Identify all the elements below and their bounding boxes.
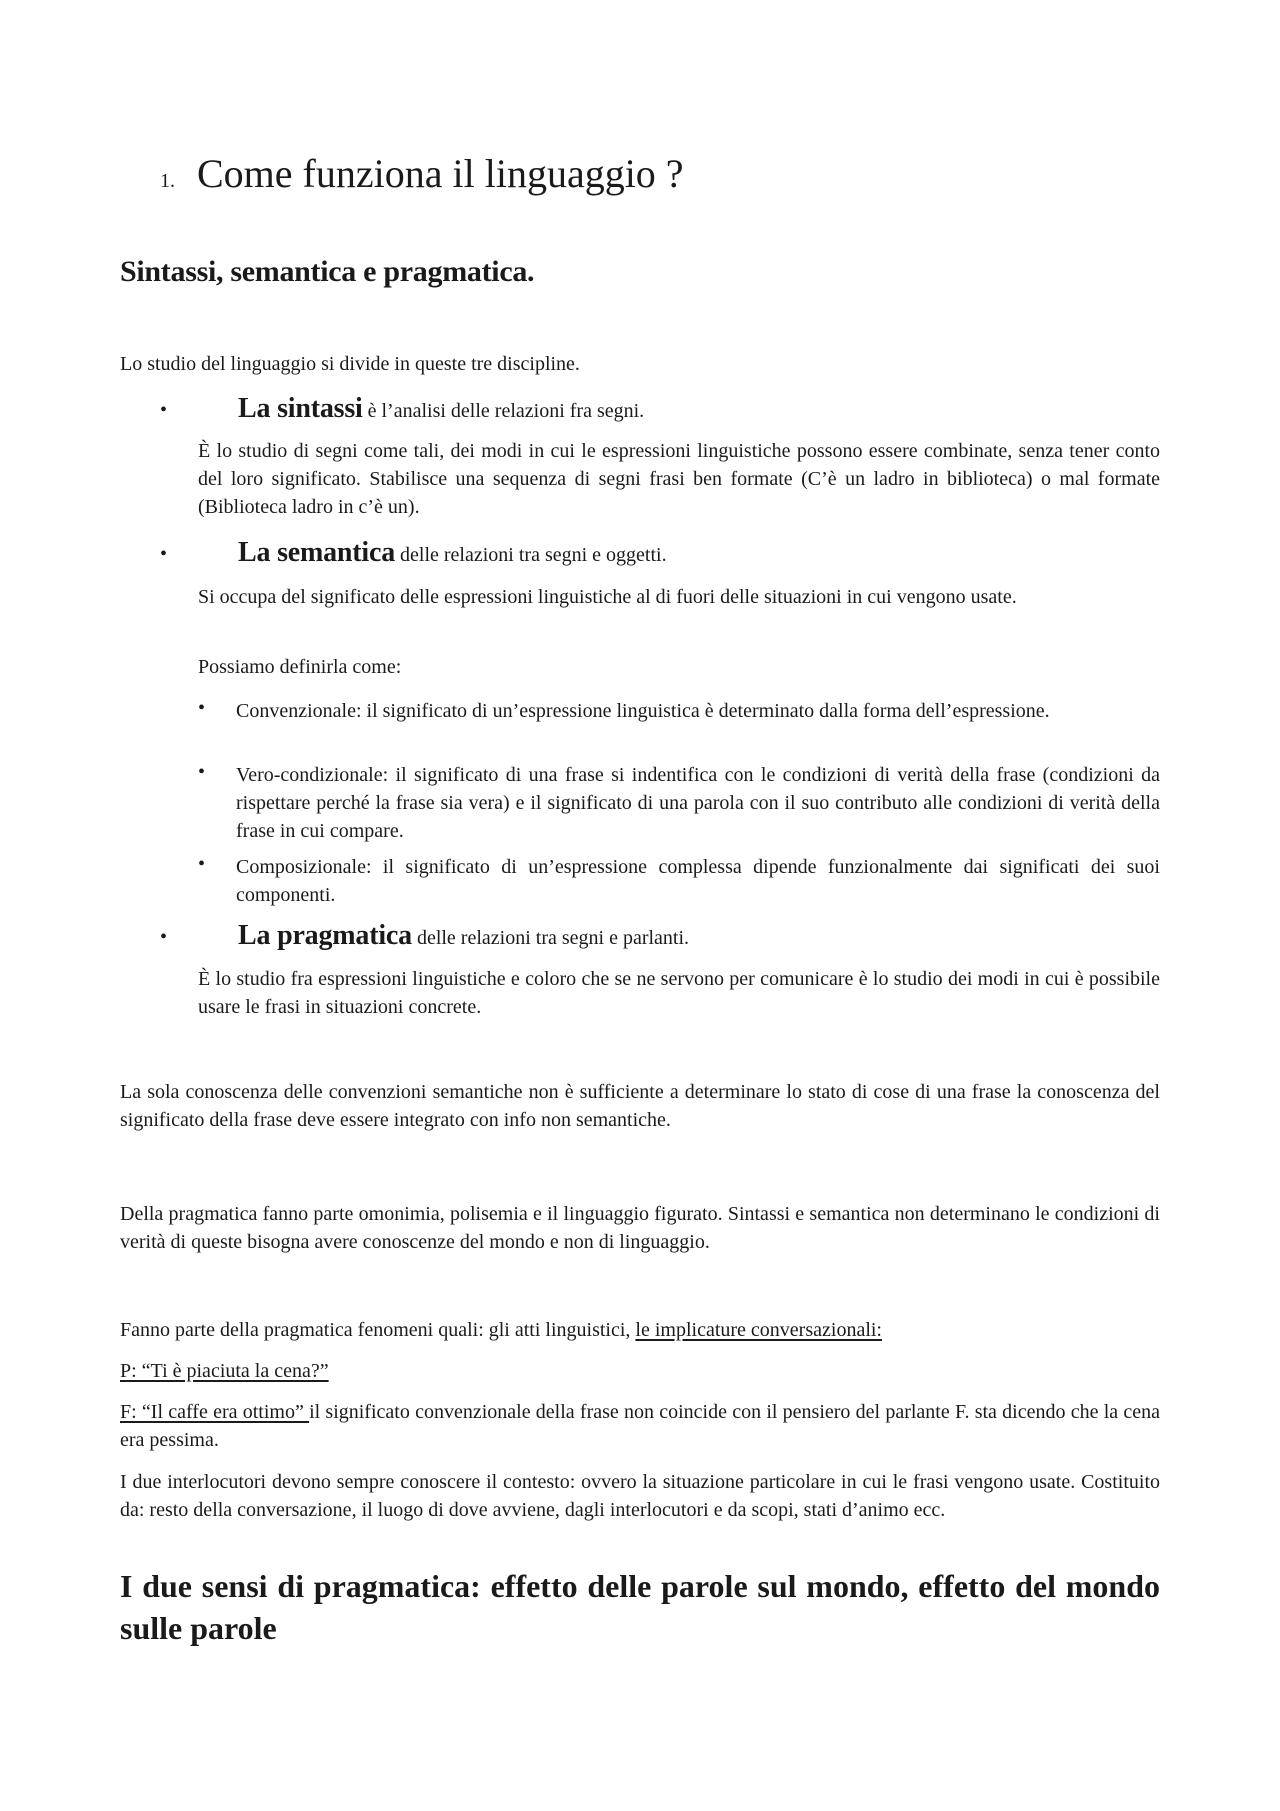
implicatures-lead: Fanno parte della pragmatica fenomeni quali: gli atti linguistici, — [120, 1319, 636, 1341]
term-semantica: La semantica — [238, 537, 396, 568]
section-number: 1. — [160, 170, 175, 192]
heading-two-senses: I due sensi di pragmatica: effetto delle parole sul mondo, effetto del mondo sulle parole — [120, 1568, 1160, 1646]
section-title: Come funziona il linguaggio ? — [197, 151, 684, 196]
bullet-dot: • — [160, 543, 168, 565]
subtitle: Sintassi, semantica e pragmatica. — [120, 255, 535, 288]
sintassi-body: È lo studio di segni come tali, dei modi in cui le espressioni linguistiche possono essere combinate, senza tener conto del loro significato. Stabilisce una sequenza di segni frasi ben formate (C’è un ladro in biblioteca) o mal formate (Biblioteca ladro in c’è un). — [198, 440, 1160, 518]
sub-bullet-dot: • — [198, 697, 206, 719]
semantica-item-text: Composizionale: il significato di un’espressione complessa dipende funzionalmente dai significati dei suoi componenti. — [236, 856, 1160, 906]
semantica-define: Possiamo definirla come: — [198, 656, 402, 678]
example-answer — [120, 1398, 1160, 1454]
example-question — [120, 1357, 1160, 1385]
paragraph-pragmatics-scope: Della pragmatica fanno parte omonimia, polisemia e il linguaggio figurato. Sintassi e semantica non determinano le condizioni di verità di queste bisogna avere conoscenze del mondo e non di linguaggio. — [120, 1203, 1160, 1253]
semantica-item-text: Convenzionale: il significato di un’espressione linguistica è determinato dalla forma dell’espressione. — [236, 700, 1050, 722]
example-question-text: P: “Ti è piaciuta la cena?” — [120, 1360, 329, 1382]
semantica-item-text: Vero-condizionale: il significato di una frase si indentifica con le condizioni di verità della frase (condizioni da rispettare perché la frase sia vera) e il significato di una parola con il suo contributo alle condizioni di verità della frase in cui compare. — [236, 764, 1160, 842]
term-pragmatica: La pragmatica — [238, 920, 412, 951]
pragmatica-body: È lo studio fra espressioni linguistiche e coloro che se ne servono per comunicare è lo studio dei modi in cui è possibile usare le frasi in situazioni concrete. — [198, 968, 1160, 1018]
semantica-body: Si occupa del significato delle espressioni linguistiche al di fuori delle situazioni in cui vengono usate. — [198, 586, 1017, 608]
sub-bullet-dot: • — [198, 761, 206, 783]
paragraph-context: I due interlocutori devono sempre conoscere il contesto: ovvero la situazione particolare in cui le frasi vengono usate. Costituito da: resto della conversazione, il luogo di dove avviene, dagli interlocutori e da scopi, stati d’animo ecc. — [120, 1471, 1160, 1521]
intro-paragraph: Lo studio del linguaggio si divide in queste tre discipline. — [120, 353, 580, 375]
bullet-dot: • — [160, 926, 168, 948]
bullet-heading — [238, 537, 667, 569]
bullet-dot: • — [160, 399, 168, 421]
implicatures-underlined: le implicature conversazionali: — [635, 1319, 882, 1341]
section-heading — [160, 150, 684, 197]
bullet-heading — [238, 393, 644, 425]
term-semantica-definition: delle relazioni tra segni e oggetti. — [395, 544, 667, 566]
term-sintassi: La sintassi — [238, 393, 363, 424]
example-answer-explanation: il significato convenzionale della frase non coincide con il pensiero del parlante F. sta dicendo che la cena era pessima. — [120, 1401, 1160, 1451]
example-answer-quote: F: “Il caffe era ottimo” — [120, 1401, 310, 1423]
bullet-heading — [238, 920, 689, 952]
paragraph-implicatures — [120, 1316, 1160, 1344]
paragraph-semantic-conventions: La sola conoscenza delle convenzioni semantiche non è sufficiente a determinare lo stato di cose di una frase la conoscenza del significato della frase deve essere integrato con info non semantiche. — [120, 1081, 1160, 1131]
term-pragmatica-definition: delle relazioni tra segni e parlanti. — [411, 927, 690, 949]
term-sintassi-definition: è l’analisi delle relazioni fra segni. — [362, 400, 645, 422]
sub-bullet-dot: • — [198, 853, 206, 875]
